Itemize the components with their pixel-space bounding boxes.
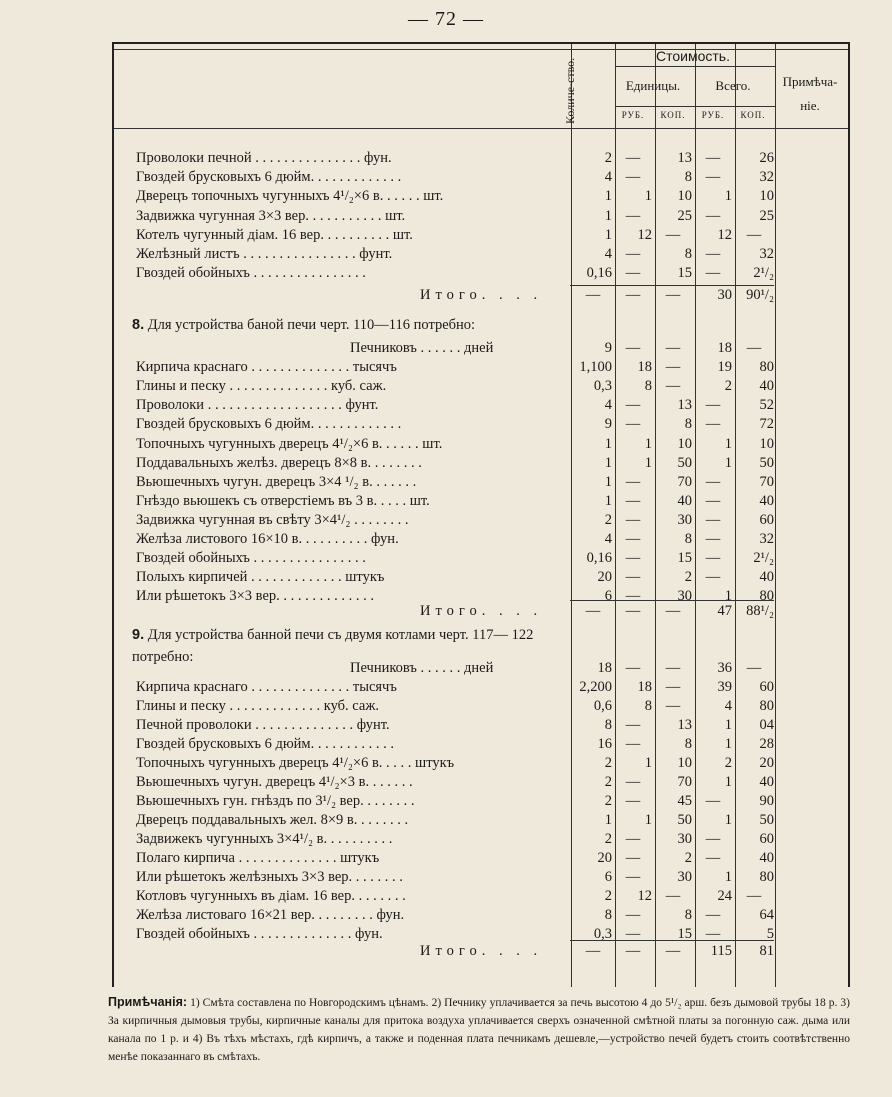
item-label: Полыхъ кирпичей . . . . . . . . . . . . . штукъ	[136, 569, 385, 585]
cell-q: 18	[597, 660, 612, 676]
cell-uk: 30	[677, 869, 692, 885]
table-row	[0, 169, 892, 188]
table-row	[0, 698, 892, 717]
cell-uk: 10	[677, 188, 692, 204]
cell-q: 6	[604, 588, 612, 604]
table-row	[0, 850, 892, 869]
cell-q: 9	[604, 340, 612, 356]
cell-uk: 30	[677, 588, 692, 604]
item-label: Вьюшечныхъ чугун. дверецъ 4¹/₂×3 в. . . . . . .	[136, 774, 413, 790]
cell-tk: 32	[759, 531, 774, 547]
cell-ur: —	[625, 246, 641, 262]
table-row	[0, 416, 892, 435]
cell-q: 2	[604, 512, 612, 528]
cell-uk: 8	[684, 416, 692, 432]
total-header: Всего.	[715, 78, 751, 93]
cell-q: 0,16	[586, 265, 612, 281]
total-line	[570, 285, 774, 286]
cell-tk: 50	[759, 455, 774, 471]
cell-ur: 18	[637, 359, 652, 375]
cell-ur: —	[625, 736, 641, 752]
section-8-number: 8.	[132, 317, 145, 333]
kop-header: КОП.	[660, 110, 686, 120]
cell-tk: —	[746, 340, 762, 356]
table-row	[0, 736, 892, 755]
total-label: Итого. . . .	[420, 603, 543, 619]
cell-uk: 70	[677, 774, 692, 790]
cell-tr: —	[705, 493, 721, 509]
item-label: Кирпича краснаго . . . . . . . . . . . . . . тысячъ	[136, 679, 397, 695]
item-label: Или рѣшетокъ 3×3 вер. . . . . . . . . . . . . .	[136, 588, 375, 604]
cell-q: 1	[604, 455, 612, 471]
cell-tk: 72	[759, 416, 774, 432]
item-label: Гвоздей обойныхъ . . . . . . . . . . . . . . . .	[136, 265, 366, 281]
cell-uk: 30	[677, 512, 692, 528]
cell-tr: —	[705, 246, 721, 262]
section-9-heading	[132, 624, 572, 668]
cell-q: 2	[604, 150, 612, 166]
table-row	[0, 812, 892, 831]
cell-uk: —	[665, 340, 681, 356]
notes-text: 1) Смѣта составлена по Новгородскимъ цѣнамъ. 2) Печнику уплачивается за печь высотою 4 до 5¹/₂ арш. безъ дымовой трубы 18 р. 3) За кирпичныя дымовыя трубы, кирпичные каналы для притока воздуха уплачивается сверхъ означенной смѣтной платы за погонную саж. дыма или канала по 1 р. и 4) Въ тѣхъ мѣстахъ, гдѣ кирпичъ, а также и поденная плата печникамъ дешевле,—устройство печей будетъ стоить соотвѣтственно менѣе показаннаго въ смѣтахъ.	[108, 997, 850, 1063]
table-row	[0, 679, 892, 698]
cell-ur: —	[625, 531, 641, 547]
table-row	[0, 208, 892, 227]
cell-ur: —	[625, 287, 641, 303]
cell-ur: —	[625, 169, 641, 185]
cell-q: 2	[604, 831, 612, 847]
item-label: Гвоздей брусковыхъ 6 дюйм. . . . . . . . . . . .	[136, 736, 394, 752]
table-row	[0, 793, 892, 812]
cell-q: —	[585, 287, 601, 303]
cell-tk: —	[746, 660, 762, 676]
cell-tr: —	[705, 150, 721, 166]
total-label: Итого. . . .	[420, 943, 543, 959]
cell-q: 2	[604, 774, 612, 790]
total-row-1	[0, 287, 892, 306]
cell-q: 20	[597, 850, 612, 866]
item-label: Гвоздей обойныхъ . . . . . . . . . . . . . . фун.	[136, 926, 383, 942]
item-label: Котловъ чугунныхъ въ діам. 16 вер. . . . . . . .	[136, 888, 406, 904]
cell-uk: —	[665, 679, 681, 695]
cell-q: 0,16	[586, 550, 612, 566]
item-label: Гвоздей брусковыхъ 6 дюйм. . . . . . . . . . . . .	[136, 169, 402, 185]
cell-tr: —	[705, 474, 721, 490]
cell-uk: 8	[684, 246, 692, 262]
cell-tr: 1	[724, 717, 732, 733]
cell-ur: 18	[637, 679, 652, 695]
cost-header-line	[615, 66, 775, 67]
item-label: Дверецъ топочныхъ чугунныхъ 4¹/₂×6 в. . . . . . шт.	[136, 188, 444, 204]
cell-uk: 70	[677, 474, 692, 490]
section-8-text: Для устройства баной печи черт. 110—116 потребно:	[147, 317, 476, 333]
item-label: Гнѣздо вьюшекъ съ отверстіемъ въ 3 в. . . . . шт.	[136, 493, 430, 509]
table-row	[0, 774, 892, 793]
cell-q: 9	[604, 416, 612, 432]
cell-tr: —	[705, 907, 721, 923]
rub-header: РУБ.	[701, 110, 725, 120]
cell-tk: 80	[759, 698, 774, 714]
cell-q: 2	[604, 755, 612, 771]
cell-q: 1	[604, 208, 612, 224]
item-label: Кирпича краснаго . . . . . . . . . . . . . . тысячъ	[136, 359, 397, 375]
total-row-2	[0, 603, 892, 622]
cell-ur: —	[625, 208, 641, 224]
table-row	[0, 359, 892, 378]
cell-tr: 1	[724, 774, 732, 790]
section-9-text: Для устройства банной печи съ двумя котлами черт. 117— 122 потребно:	[132, 627, 534, 665]
cell-ur: —	[625, 569, 641, 585]
cell-tr: 2	[724, 755, 732, 771]
cell-uk: 8	[684, 907, 692, 923]
cell-uk: —	[665, 378, 681, 394]
cell-ur: —	[625, 831, 641, 847]
cell-tr: 4	[724, 698, 732, 714]
cell-tr: —	[705, 512, 721, 528]
cell-uk: —	[665, 943, 681, 959]
cell-tr: —	[705, 397, 721, 413]
cell-tk: 70	[759, 474, 774, 490]
cell-tr: 47	[717, 603, 732, 619]
cell-tr: 1	[724, 736, 732, 752]
cell-q: 16	[597, 736, 612, 752]
item-label: Желѣза листоваго 16×21 вер. . . . . . . . . фун.	[136, 907, 405, 923]
item-label: Желѣза листового 16×10 в. . . . . . . . . . фун.	[136, 531, 399, 547]
item-label: Глины и песку . . . . . . . . . . . . . . куб. саж.	[136, 378, 387, 394]
cell-uk: —	[665, 603, 681, 619]
item-label: Полаго кирпича . . . . . . . . . . . . . . штукъ	[136, 850, 380, 866]
cell-tk: 80	[759, 869, 774, 885]
cell-tr: 2	[724, 378, 732, 394]
cell-ur: —	[625, 869, 641, 885]
cell-ur: 1	[644, 812, 652, 828]
cell-tk: 04	[759, 717, 774, 733]
cell-tk: 40	[759, 493, 774, 509]
table-row	[0, 436, 892, 455]
cell-ur: —	[625, 512, 641, 528]
cell-q: 2,200	[579, 679, 612, 695]
note-header: Примѣча-ніе.	[782, 74, 838, 113]
total-line	[570, 600, 774, 601]
cell-tk: 60	[759, 512, 774, 528]
cell-ur: 12	[637, 227, 652, 243]
cell-uk: 8	[684, 736, 692, 752]
cell-uk: 15	[677, 550, 692, 566]
cell-ur: —	[625, 603, 641, 619]
cell-q: 2	[604, 888, 612, 904]
cell-q: 20	[597, 569, 612, 585]
cell-tr: 24	[717, 888, 732, 904]
cell-tr: —	[705, 208, 721, 224]
cell-tr: 1	[724, 436, 732, 452]
cell-ur: —	[625, 474, 641, 490]
item-label: Печниковъ . . . . . . дней	[350, 340, 494, 356]
table-row	[0, 246, 892, 265]
table-row	[0, 397, 892, 416]
table-row	[0, 569, 892, 588]
cell-tk: 40	[759, 569, 774, 585]
cell-uk: 8	[684, 169, 692, 185]
cell-uk: 8	[684, 531, 692, 547]
cell-ur: —	[625, 774, 641, 790]
cell-ur: 1	[644, 455, 652, 471]
cell-q: 1	[604, 493, 612, 509]
cell-q: 1	[604, 474, 612, 490]
header-bottom-line	[114, 128, 848, 129]
cell-tk: 40	[759, 378, 774, 394]
cell-tk: —	[746, 888, 762, 904]
cell-q: 4	[604, 531, 612, 547]
table-row	[0, 531, 892, 550]
cell-tr: —	[705, 926, 721, 942]
notes-title: Примѣчанія:	[108, 995, 188, 1009]
cell-ur: —	[625, 850, 641, 866]
cell-uk: 30	[677, 831, 692, 847]
cell-ur: —	[625, 340, 641, 356]
item-label: Желѣзный листъ . . . . . . . . . . . . . . . . фунт.	[136, 246, 393, 262]
cell-uk: 10	[677, 436, 692, 452]
cell-ur: —	[625, 493, 641, 509]
cell-tk: 90¹/₂	[746, 287, 774, 303]
section-9-number: 9.	[132, 627, 145, 643]
cell-uk: 13	[677, 717, 692, 733]
cell-ur: 1	[644, 755, 652, 771]
cell-ur: 8	[644, 378, 652, 394]
cell-ur: —	[625, 588, 641, 604]
table-row	[0, 512, 892, 531]
cell-tk: 10	[759, 436, 774, 452]
cell-tr: 1	[724, 188, 732, 204]
cell-q: 4	[604, 169, 612, 185]
cell-uk: 45	[677, 793, 692, 809]
cell-ur: —	[625, 416, 641, 432]
item-label: Топочныхъ чугунныхъ дверецъ 4¹/₂×6 в. . . . . . шт.	[136, 436, 443, 452]
unit-header-line	[615, 106, 775, 107]
cell-tk: 28	[759, 736, 774, 752]
qty-header: Количе-ство.	[563, 57, 577, 125]
cell-uk: 40	[677, 493, 692, 509]
cost-header: Стоимость.	[656, 48, 730, 64]
cell-q: 8	[604, 717, 612, 733]
cell-ur: —	[625, 150, 641, 166]
table-row	[0, 717, 892, 736]
cell-tk: 60	[759, 831, 774, 847]
cell-q: 0,6	[593, 698, 612, 714]
cell-tr: —	[705, 569, 721, 585]
item-label: Проволоки печной . . . . . . . . . . . . . . . фун.	[136, 150, 392, 166]
cell-tr: 1	[724, 588, 732, 604]
cell-tr: 12	[717, 227, 732, 243]
cell-uk: —	[665, 660, 681, 676]
cell-tk: 52	[759, 397, 774, 413]
item-label: Задвижка чугунная въ свѣту 3×4¹/₂ . . . . . . . .	[136, 512, 409, 528]
cell-ur: —	[625, 397, 641, 413]
cell-uk: 15	[677, 926, 692, 942]
cell-tk: 80	[759, 359, 774, 375]
cell-tr: 1	[724, 869, 732, 885]
table-row	[0, 378, 892, 397]
item-label: Дверецъ поддавальныхъ жел. 8×9 в. . . . . . . .	[136, 812, 409, 828]
cell-tr: 1	[724, 812, 732, 828]
cell-q: 4	[604, 246, 612, 262]
cell-q: 2	[604, 793, 612, 809]
item-label: Поддавальныхъ желѣз. дверецъ 8×8 в. . . . . . . .	[136, 455, 422, 471]
table-row	[0, 493, 892, 512]
cell-ur: 1	[644, 436, 652, 452]
cell-tk: 32	[759, 169, 774, 185]
cell-tr: —	[705, 793, 721, 809]
cell-ur: 8	[644, 698, 652, 714]
cell-ur: 1	[644, 188, 652, 204]
item-label: Вьюшечныхъ чугун. дверецъ 3×4 ¹/₂ в. . . . . . .	[136, 474, 417, 490]
table-row	[0, 831, 892, 850]
cell-uk: 2	[684, 569, 692, 585]
item-label: Задвижекъ чугунныхъ 3×4¹/₂ в. . . . . . . . . .	[136, 831, 393, 847]
page-number: — 72 —	[408, 8, 484, 30]
item-label: Котелъ чугунный діам. 16 вер. . . . . . . . . . шт.	[136, 227, 413, 243]
cell-tr: 1	[724, 455, 732, 471]
item-label: Вьюшечныхъ гун. гнѣздъ по 3¹/₂ вер. . . . . . . .	[136, 793, 415, 809]
cell-tk: 40	[759, 850, 774, 866]
total-row-3	[0, 943, 892, 962]
cell-q: 6	[604, 869, 612, 885]
table-row	[0, 150, 892, 169]
cell-ur: —	[625, 550, 641, 566]
table-row	[0, 888, 892, 907]
cell-tr: —	[705, 265, 721, 281]
cell-tk: 80	[759, 588, 774, 604]
cell-tk: 10	[759, 188, 774, 204]
item-label: Гвоздей обойныхъ . . . . . . . . . . . . . . . .	[136, 550, 366, 566]
cell-q: 8	[604, 907, 612, 923]
cell-uk: 10	[677, 755, 692, 771]
cell-uk: 13	[677, 397, 692, 413]
cell-uk: 50	[677, 455, 692, 471]
item-label: Печниковъ . . . . . . дней	[350, 660, 494, 676]
cell-tk: 2¹/₂	[753, 550, 774, 566]
cell-tr: —	[705, 831, 721, 847]
cell-uk: 15	[677, 265, 692, 281]
cell-tk: 50	[759, 812, 774, 828]
item-label: Глины и песку . . . . . . . . . . . . . куб. саж.	[136, 698, 379, 714]
cell-q: 1,100	[579, 359, 612, 375]
cell-q: 1	[604, 436, 612, 452]
cell-ur: —	[625, 717, 641, 733]
item-label: Печной проволоки . . . . . . . . . . . . . . фунт.	[136, 717, 390, 733]
cell-ur: —	[625, 926, 641, 942]
cell-uk: —	[665, 698, 681, 714]
cell-tr: —	[705, 531, 721, 547]
cell-tr: 30	[717, 287, 732, 303]
unit-header: Единицы.	[625, 78, 681, 93]
table-row	[0, 755, 892, 774]
cell-tk: 64	[759, 907, 774, 923]
cell-uk: 13	[677, 150, 692, 166]
cell-tr: —	[705, 850, 721, 866]
item-label: Гвоздей брусковыхъ 6 дюйм. . . . . . . . . . . . .	[136, 416, 402, 432]
cell-ur: —	[625, 793, 641, 809]
cell-q: 0,3	[593, 378, 612, 394]
table-row	[0, 265, 892, 284]
table-row	[0, 188, 892, 207]
cell-ur: —	[625, 907, 641, 923]
rub-header: РУБ.	[621, 110, 645, 120]
cell-uk: —	[665, 227, 681, 243]
table-row	[0, 907, 892, 926]
cell-ur: 12	[637, 888, 652, 904]
cell-tk: 2¹/₂	[753, 265, 774, 281]
cell-tr: —	[705, 550, 721, 566]
cell-tk: 90	[759, 793, 774, 809]
cell-tr: 115	[710, 943, 732, 959]
cell-uk: —	[665, 287, 681, 303]
cell-q: 1	[604, 227, 612, 243]
table-row	[0, 474, 892, 493]
cell-q: —	[585, 943, 601, 959]
cell-uk: —	[665, 888, 681, 904]
notes	[108, 993, 850, 1066]
cell-q: 0,3	[593, 926, 612, 942]
cell-uk: —	[665, 359, 681, 375]
cell-tr: 39	[717, 679, 732, 695]
cell-tk: 88¹/₂	[746, 603, 774, 619]
cell-tr: 36	[717, 660, 732, 676]
cell-uk: 25	[677, 208, 692, 224]
table-row	[0, 340, 892, 359]
cell-tk: 81	[759, 943, 774, 959]
table-row	[0, 869, 892, 888]
item-label: Или рѣшетокъ желѣзныхъ 3×3 вер. . . . . . . .	[136, 869, 403, 885]
cell-ur: —	[625, 943, 641, 959]
cell-tr: 19	[717, 359, 732, 375]
cell-q: 4	[604, 397, 612, 413]
section-8-heading	[132, 314, 572, 336]
cell-tk: 26	[759, 150, 774, 166]
table-row	[0, 455, 892, 474]
total-line	[570, 940, 774, 941]
cell-ur: —	[625, 660, 641, 676]
item-label: Проволоки . . . . . . . . . . . . . . . . . . . фунт.	[136, 397, 379, 413]
total-label: Итого. . . .	[420, 287, 543, 303]
cell-tk: 40	[759, 774, 774, 790]
cell-tr: —	[705, 169, 721, 185]
cell-q: —	[585, 603, 601, 619]
table-row	[0, 550, 892, 569]
cell-uk: 2	[684, 850, 692, 866]
cell-q: 1	[604, 812, 612, 828]
cell-tr: —	[705, 416, 721, 432]
cell-ur: —	[625, 265, 641, 281]
kop-header: КОП.	[740, 110, 766, 120]
table-row	[0, 227, 892, 246]
cell-q: 1	[604, 188, 612, 204]
cell-tk: 25	[759, 208, 774, 224]
cell-tk: —	[746, 227, 762, 243]
cell-tr: 18	[717, 340, 732, 356]
item-label: Топочныхъ чугунныхъ дверецъ 4¹/₂×6 в. . . . . штукъ	[136, 755, 455, 771]
cell-tk: 32	[759, 246, 774, 262]
item-label: Задвижка чугунная 3×3 вер. . . . . . . . . . . шт.	[136, 208, 406, 224]
cell-tk: 5	[766, 926, 774, 942]
cell-tk: 60	[759, 679, 774, 695]
cell-uk: 50	[677, 812, 692, 828]
cell-tk: 20	[759, 755, 774, 771]
